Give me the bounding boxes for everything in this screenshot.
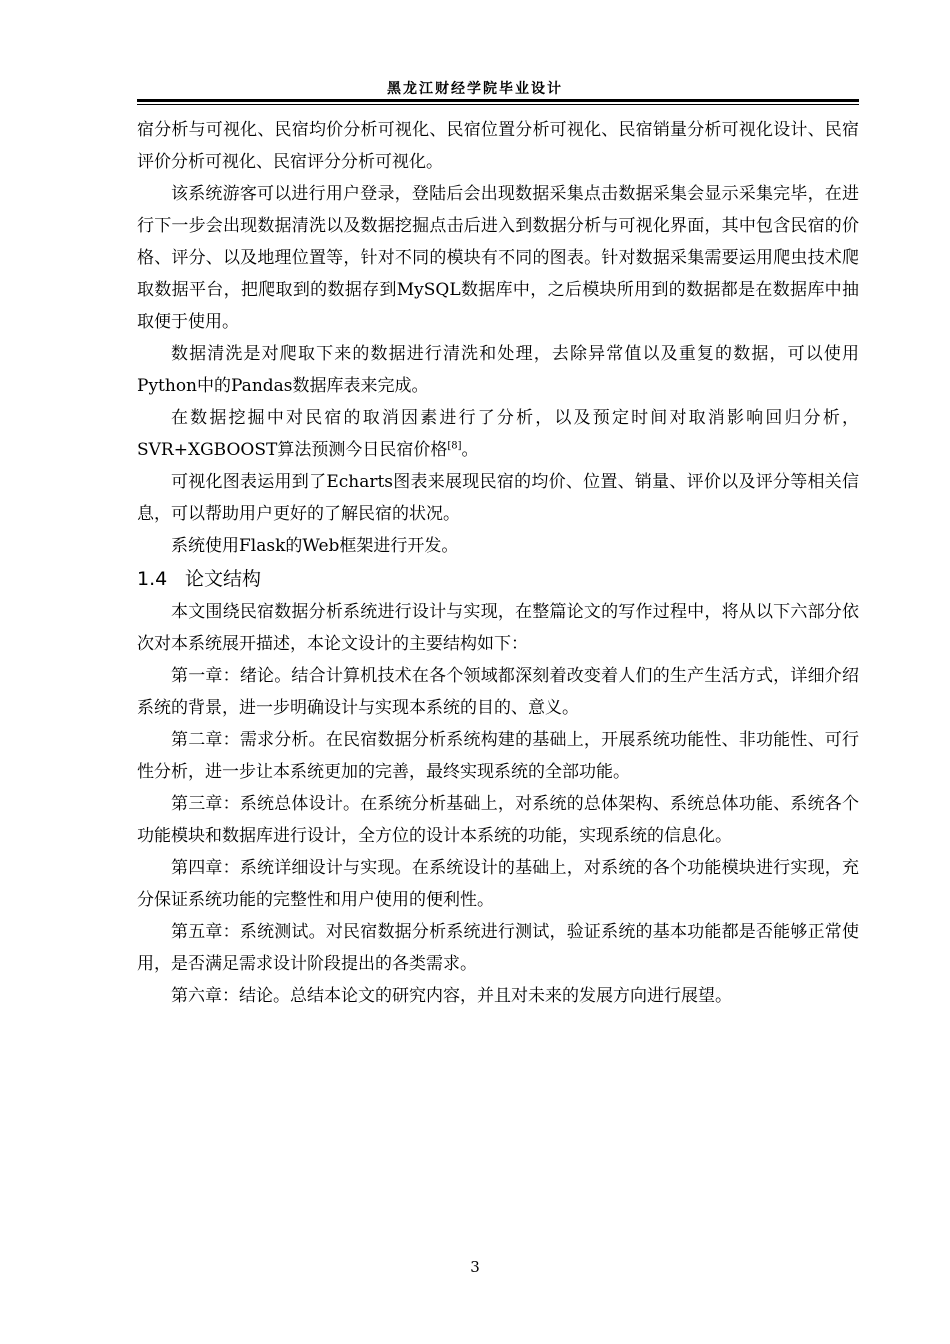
page-header-title: 黑龙江财经学院毕业设计 [387,81,563,97]
paragraph-visualization: 可视化图表运用到了Echarts图表来展现民宿的均价、位置、销量、评价以及评分等相关信息，可以帮助用户更好的了解民宿的状况。 [137,472,859,524]
paragraph-chapter-5: 第五章：系统测试。对民宿数据分析系统进行测试，验证系统的基本功能都是否能够正常使用，是否满足需求设计阶段提出的各类需求。 [137,922,859,974]
data-mining-text: 在数据挖掘中对民宿的取消因素进行了分析，以及预定时间对取消影响回归分析，SVR+XGBOOST算法预测今日民宿价格 [137,408,859,460]
section-number: 1.4 [137,568,168,590]
paragraph-chapter-1: 第一章：绪论。结合计算机技术在各个领域都深刻着改变着人们的生产生活方式，详细介绍系统的背景，进一步明确设计与实现本系统的目的、意义。 [137,666,859,718]
paragraph-chapter-6: 第六章：结论。总结本论文的研究内容，并且对未来的发展方向进行展望。 [171,986,732,1006]
citation-ref: [8] [447,440,462,452]
paragraph-structure-intro: 本文围绕民宿数据分析系统进行设计与实现，在整篇论文的写作过程中，将从以下六部分依次对本系统展开描述，本论文设计的主要结构如下： [137,602,859,654]
page-number: 3 [470,1258,480,1276]
paragraph-data-cleaning: 数据清洗是对爬取下来的数据进行清洗和处理，去除异常值以及重复的数据，可以使用Python中的Pandas数据库表来完成。 [137,344,859,396]
header-rule-thick [137,99,859,102]
paragraph-chapter-3: 第三章：系统总体设计。在系统分析基础上，对系统的总体架构、系统总体功能、系统各个功能模块和数据库进行设计，全方位的设计本系统的功能，实现系统的信息化。 [137,794,859,846]
paragraph-chapter-2: 第二章：需求分析。在民宿数据分析系统构建的基础上，开展系统功能性、非功能性、可行性分析，进一步让本系统更加的完善，最终实现系统的全部功能。 [137,730,859,782]
paragraph-framework: 系统使用Flask的Web框架进行开发。 [171,536,459,556]
paragraph-data-mining [137,402,859,466]
data-mining-end: 。 [461,440,479,460]
paragraph-system-overview: 该系统游客可以进行用户登录，登陆后会出现数据采集点击数据采集会显示采集完毕，在进行下一步会出现数据清洗以及数据挖掘点击后进入到数据分析与可视化界面，其中包含民宿的价格、评分、以及地理位置等，针对不同的模块有不同的图表。针对数据采集需要运用爬虫技术爬取数据平台，把爬取到的数据存到MySQL数据库中，之后模块所用到的数据都是在数据库中抽取便于使用。 [137,184,859,332]
header-rule-thin [137,104,859,105]
paragraph-continuation: 宿分析与可视化、民宿均价分析可视化、民宿位置分析可视化、民宿销量分析可视化设计、民宿评价分析可视化、民宿评分分析可视化。 [137,120,859,172]
section-heading [137,564,859,594]
document-body [137,114,859,1012]
paragraph-chapter-4: 第四章：系统详细设计与实现。在系统设计的基础上，对系统的各个功能模块进行实现，充分保证系统功能的完整性和用户使用的便利性。 [137,858,859,910]
section-title: 论文结构 [185,568,262,590]
